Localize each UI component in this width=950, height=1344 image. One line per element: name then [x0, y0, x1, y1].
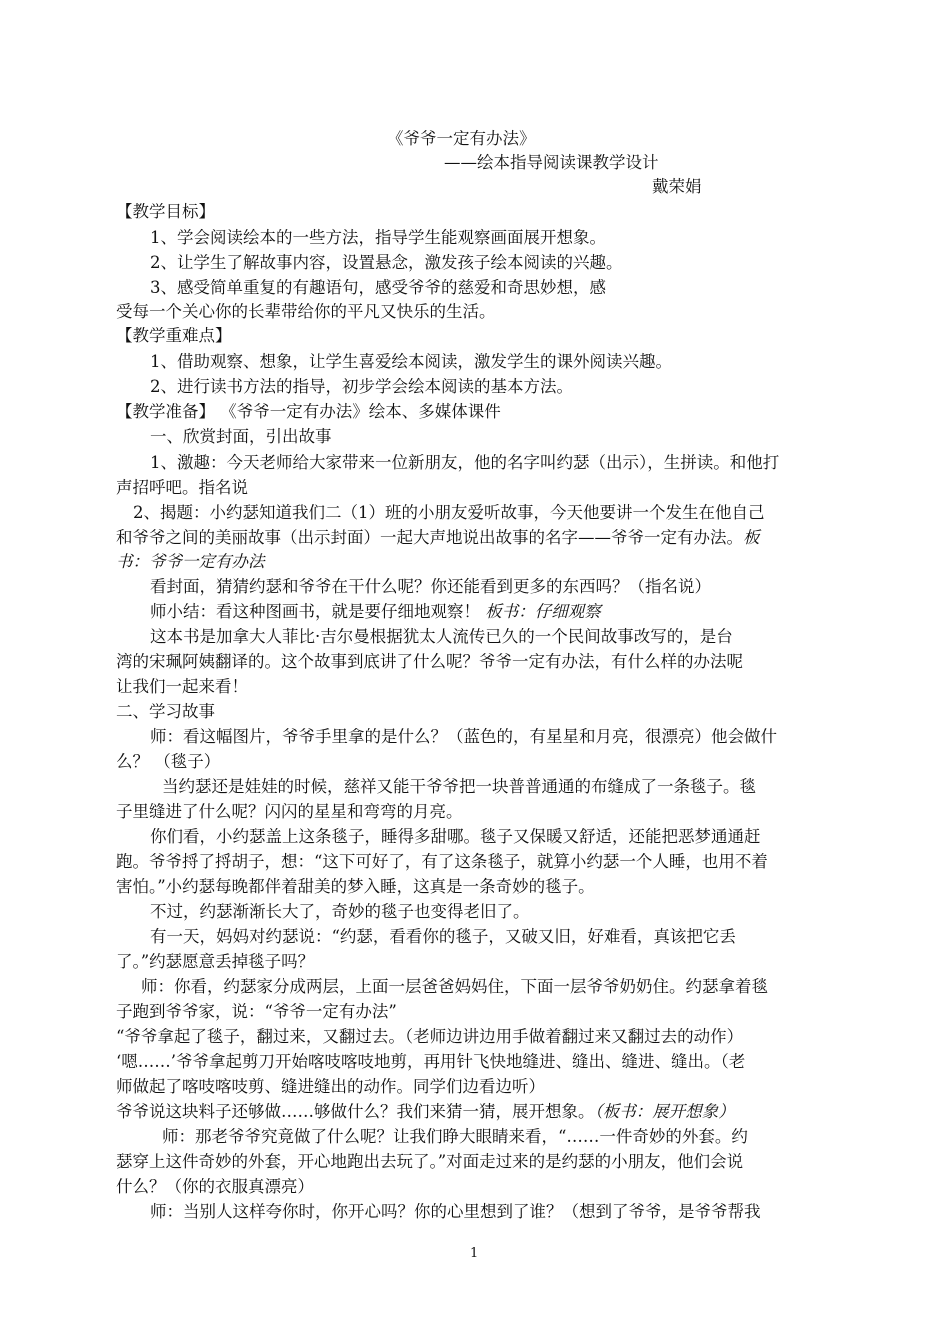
- text-line: [150, 375, 573, 399]
- text-segment: 当约瑟还是娃娃的时候，慈祥又能干爷爷把一块普普通通的布缝成了一条毯子。毯: [162, 777, 756, 796]
- italic-note: 板书：仔细观察: [485, 602, 601, 621]
- text-segment: 有一天，妈妈对约瑟说：“约瑟，看看你的毯子，又破又旧，好难看，真该把它丢: [150, 927, 736, 946]
- text-segment: 师：看这幅图片，爷爷手里拿的是什么？（蓝色的，有星星和月亮，很漂亮）他会做什: [150, 727, 777, 746]
- text-line: [150, 425, 332, 449]
- text-segment: 不过，约瑟渐渐长大了，奇妙的毯子也变得老旧了。: [150, 902, 530, 921]
- text-segment: 【教学重难点】: [116, 326, 232, 345]
- text-line: [116, 526, 760, 550]
- text-segment: 声招呼吧。指名说: [116, 478, 248, 497]
- doc-title: 《爷爷一定有办法》: [387, 129, 536, 148]
- text-segment: 湾的宋珮阿姨翻译的。这个故事到底讲了什么呢？爷爷一定有办法，有什么样的办法呢: [116, 652, 743, 671]
- text-segment: “爷爷拿起了毯子，翻过来，又翻过去。（老师边讲边用手做着翻过来又翻过去的动作）: [116, 1027, 744, 1046]
- text-segment: 1、学会阅读绘本的一些方法，指导学生能观察画面展开想象。: [150, 228, 606, 247]
- text-segment: 子里缝进了什么呢？闪闪的星星和弯弯的月亮。: [116, 802, 463, 821]
- text-line: [162, 775, 756, 799]
- text-line: [116, 1075, 545, 1099]
- text-line: [150, 1200, 761, 1224]
- text-line: [116, 200, 215, 224]
- text-line: [116, 300, 496, 324]
- text-segment: 【教学目标】: [116, 202, 215, 221]
- text-line: [150, 575, 711, 599]
- text-segment: 了。”约瑟愿意丢掉毯子吗？: [116, 952, 315, 971]
- text-line: [116, 675, 248, 699]
- italic-note: 书：爷爷一定有办法: [116, 552, 265, 571]
- text-line: [150, 725, 777, 749]
- text-line: [116, 1100, 735, 1124]
- text-line: [150, 350, 672, 374]
- text-segment: 让我们一起来看！: [116, 677, 248, 696]
- text-segment: 师：当别人这样夸你时，你开心吗？你的心里想到了谁？（想到了爷爷，是爷爷帮我: [150, 1202, 761, 1221]
- text-segment: 爷爷说这块料子还够做……够做什么？我们来猜一猜，展开想象。: [116, 1102, 595, 1121]
- text-segment: 3、感受简单重复的有趣语句，感受爷爷的慈爱和奇思妙想，感: [150, 278, 606, 297]
- text-line: [150, 925, 736, 949]
- text-segment: 二、学习故事: [116, 702, 215, 721]
- text-segment: 什么？（你的衣服真漂亮）: [116, 1177, 314, 1196]
- text-segment: 2、揭题：小约瑟知道我们二（1）班的小朋友爱听故事，今天他要讲一个发生在他自己: [133, 503, 765, 522]
- text-segment: 和爷爷之间的美丽故事（出示封面）一起大声地说出故事的名字——爷爷一定有办法。: [116, 528, 743, 547]
- text-line: [150, 900, 530, 924]
- text-segment: 师小结：看这种图画书，就是要仔细地观察！: [150, 602, 486, 621]
- italic-note: （板书：展开想象）: [594, 1102, 735, 1121]
- text-segment: 你们看，小约瑟盖上这条毯子，睡得多甜哪。毯子又保暖又舒适，还能把恶梦通通赶: [150, 827, 761, 846]
- text-segment: 师：你看，约瑟家分成两层，上面一层爸爸妈妈住，下面一层爷爷奶奶住。约瑟拿着毯: [141, 977, 768, 996]
- text-line: [116, 875, 595, 899]
- text-line: [162, 1125, 748, 1149]
- text-segment: 看封面，猜猜约瑟和爷爷在干什么呢？你还能看到更多的东西吗？（指名说）: [150, 577, 711, 596]
- text-line: [116, 950, 314, 974]
- doc-author: 戴荣娟: [652, 177, 702, 196]
- text-line: [150, 226, 606, 250]
- text-line: [150, 825, 761, 849]
- text-segment: 么？ （毯子）: [116, 752, 221, 771]
- text-line: [150, 251, 623, 275]
- text-line: [116, 1150, 743, 1174]
- text-line: [116, 400, 501, 424]
- text-segment: 害怕。”小约瑟每晚都伴着甜美的梦入睡，这真是一条奇妙的毯子。: [116, 877, 595, 896]
- doc-subtitle: ——绘本指导阅读课教学设计: [444, 153, 659, 172]
- text-line: [116, 750, 220, 774]
- text-segment: 1、借助观察、想象，让学生喜爱绘本阅读，激发学生的课外阅读兴趣。: [150, 352, 672, 371]
- text-segment: 跑。爷爷捋了捋胡子，想：“这下可好了，有了这条毯子，就算小约瑟一个人睡，也用不着: [116, 852, 768, 871]
- text-line: [150, 451, 779, 475]
- text-line: [116, 1050, 745, 1074]
- text-segment: 师：那老爷爷究竟做了什么呢？让我们睁大眼睛来看，“……一件奇妙的外套。约: [162, 1127, 748, 1146]
- text-line: [150, 625, 733, 649]
- text-segment: 这本书是加拿大人菲比·吉尔曼根据犹太人流传已久的一个民间故事改写的，是台: [150, 627, 733, 646]
- text-line: [116, 324, 232, 348]
- text-line: [116, 1000, 397, 1024]
- text-line: [116, 800, 463, 824]
- text-segment: 2、让学生了解故事内容，设置悬念，激发孩子绘本阅读的兴趣。: [150, 253, 623, 272]
- text-segment: 瑟穿上这件奇妙的外套，开心地跑出去玩了。”对面走过来的是约瑟的小朋友，他们会说: [116, 1152, 744, 1171]
- text-line: [116, 650, 743, 674]
- text-line: [150, 276, 606, 300]
- text-segment: ‘嗯……’爷爷拿起剪刀开始喀吱喀吱地剪，再用针飞快地缝进、缝出、缝进、缝出。（老: [116, 1052, 746, 1071]
- text-segment: 【教学准备】 《爷爷一定有办法》绘本、多媒体课件: [116, 402, 501, 421]
- text-segment: 1、激趣：今天老师给大家带来一位新朋友，他的名字叫约瑟（出示），生拼读。和他打: [150, 453, 780, 472]
- text-line: [133, 501, 765, 525]
- italic-note: 板: [743, 528, 760, 547]
- text-segment: 子跑到爷爷家，说：“爷爷一定有办法”: [116, 1002, 397, 1021]
- text-segment: 一、欣赏封面，引出故事: [150, 427, 332, 446]
- text-line: [141, 975, 768, 999]
- page-number: 1: [470, 1246, 479, 1261]
- text-line: [150, 600, 601, 624]
- text-line: [116, 700, 215, 724]
- text-segment: 师做起了喀吱喀吱剪、缝进缝出的动作。同学们边看边听）: [116, 1077, 545, 1096]
- text-segment: 受每一个关心你的长辈带给你的平凡又快乐的生活。: [116, 302, 496, 321]
- text-line: [116, 1175, 314, 1199]
- text-line: [116, 1025, 743, 1049]
- text-line: [116, 550, 265, 574]
- text-line: [116, 850, 768, 874]
- text-line: [116, 476, 248, 500]
- text-segment: 2、进行读书方法的指导，初步学会绘本阅读的基本方法。: [150, 377, 573, 396]
